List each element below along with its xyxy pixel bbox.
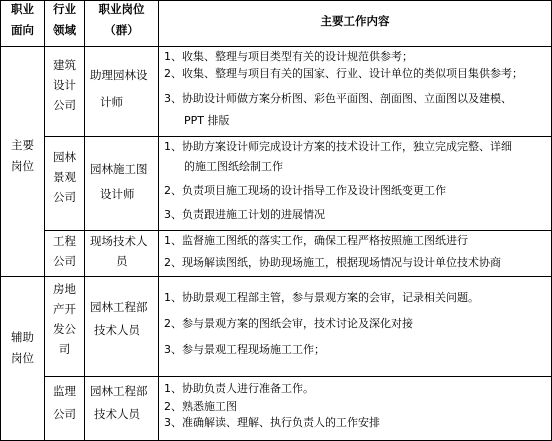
industry-cell: 工程 公司 <box>53 234 76 268</box>
group-divider <box>0 276 552 277</box>
header-industry: 行业 领域 <box>53 2 76 37</box>
group-label-main: 主要 岗位 <box>11 138 34 173</box>
industry-cell: 园林 景观 公司 <box>53 150 76 204</box>
group-label-auxiliary: 辅助 岗位 <box>11 330 34 365</box>
duty-line: 2、收集、整理与项目有关的国家、行业、设计单位的类似项目集供参考； <box>164 67 523 80</box>
industry-cell: 监理 公司 <box>53 384 76 421</box>
duty-line: 2、熟悉施工图 <box>164 400 237 413</box>
duty-line: 2、参与景观方案的图纸会审，技术讨论及深化对接 <box>164 317 413 330</box>
position-cell: 园林施工图 设计师 <box>90 162 148 201</box>
row-divider <box>44 230 552 231</box>
table-border-left <box>0 0 1 441</box>
duty-line: 3、准确解读、理解、执行负责人的工作安排 <box>164 416 380 429</box>
header-divider <box>0 46 552 47</box>
col-divider <box>84 0 85 441</box>
duty-line: 3、协助设计师做方案分析图、彩色平面图、剖面图、立面图以及建模、 <box>164 92 512 105</box>
duty-line: 1、协助景观工程部主管，参与景观方案的会审，记录相关问题。 <box>164 291 479 304</box>
duty-line: 1、收集、整理与项目类型有关的设计规范供参考； <box>164 50 413 63</box>
position-cell: 助理园林设 计师 <box>90 68 148 109</box>
duty-line: 3、参与景观工程现场施工工作； <box>164 343 325 356</box>
industry-cell: 房地 产开 发公 司 <box>53 282 76 356</box>
header-career-direction: 职业 面向 <box>11 2 34 37</box>
duty-line: 2、现场解读图纸，协助现场施工，根据现场情况与设计单位技术协商 <box>164 256 501 269</box>
duty-line: 1、协助负责人进行准备工作。 <box>164 382 314 395</box>
position-cell: 园林工程部 技术人员 <box>90 300 148 337</box>
duty-line: 的施工图纸绘制工作 <box>184 160 283 173</box>
table-border-top <box>0 0 552 1</box>
duty-line: 1、协助方案设计师完成设计方案的技术设计工作，独立完成完整、详细 <box>164 140 512 153</box>
row-divider <box>44 376 552 377</box>
position-cell: 园林工程部 技术人员 <box>90 384 148 421</box>
col-divider <box>158 0 159 441</box>
duty-line: 1、监督施工图纸的落实工作，确保工程严格按照施工图纸进行 <box>164 234 468 247</box>
industry-cell: 建筑 设计 公司 <box>53 58 76 112</box>
position-cell: 现场技术人 员 <box>90 234 148 268</box>
duty-line: 3、负责跟进施工计划的进展情况 <box>164 208 325 221</box>
row-divider <box>44 136 552 137</box>
header-position: 职业岗位 （群） <box>98 2 145 37</box>
duty-line: 2、负责项目施工现场的设计指导工作及设计图纸变更工作 <box>164 184 446 197</box>
duty-line: PPT 排版 <box>184 114 230 127</box>
header-main-duties: 主要工作内容 <box>320 14 390 28</box>
